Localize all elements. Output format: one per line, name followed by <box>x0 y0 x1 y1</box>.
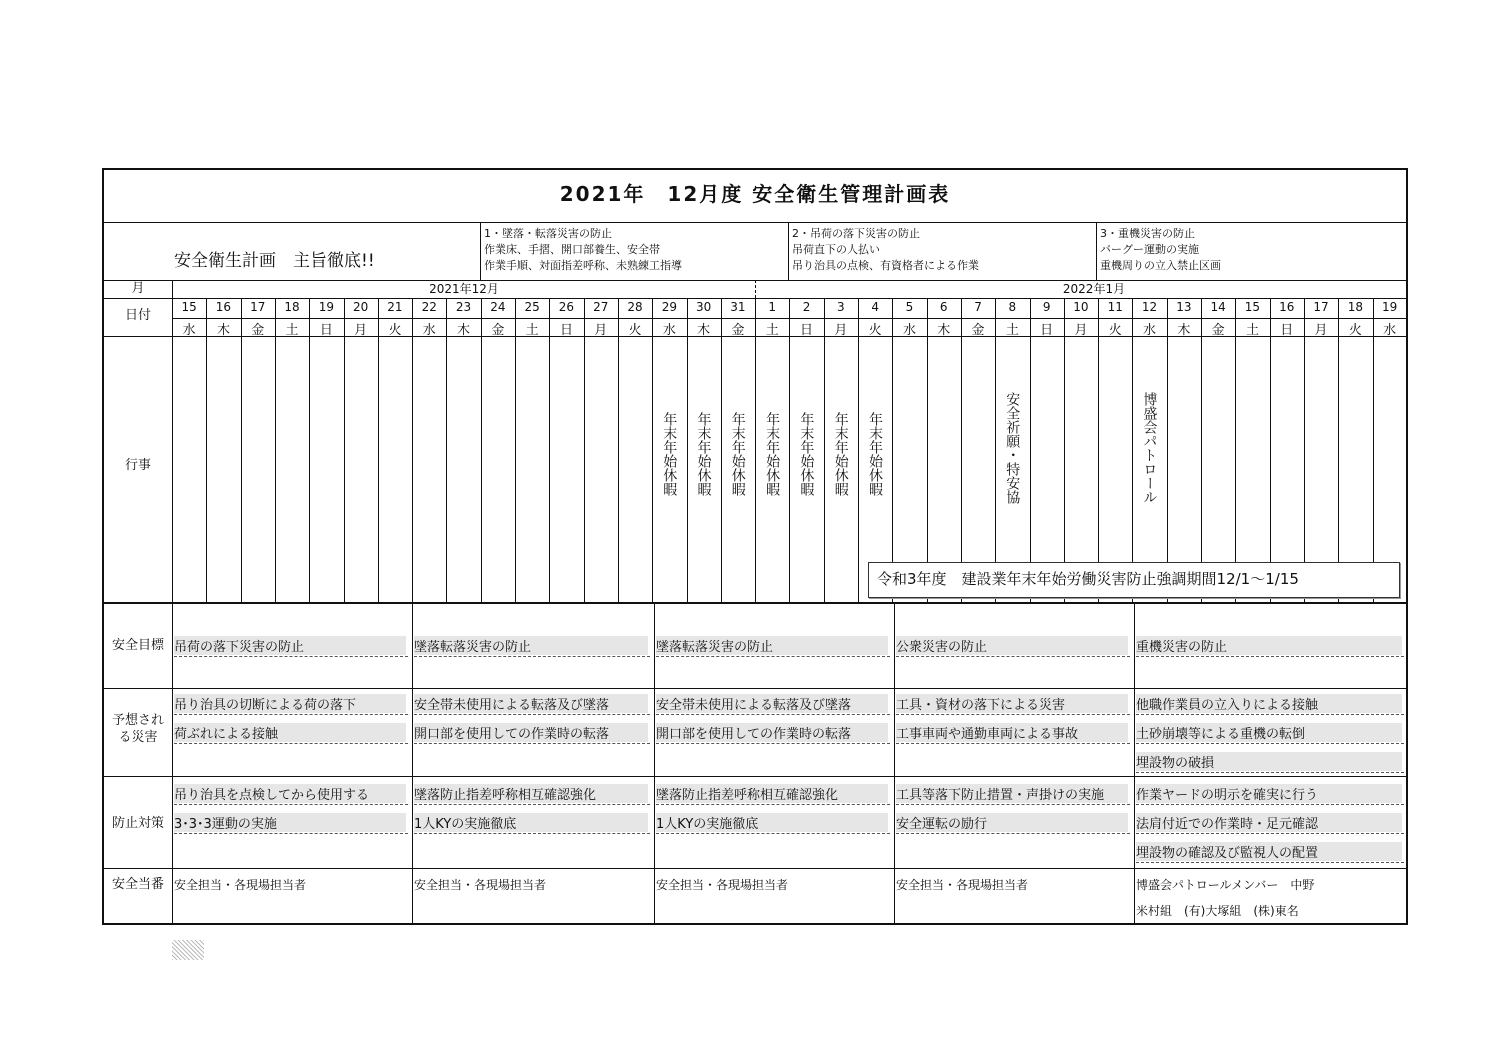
safety-target: 墜落転落災害の防止 <box>656 636 888 655</box>
person-in-charge: 安全担当・各現場担当者 <box>174 878 307 892</box>
dashed-underline <box>174 833 408 834</box>
column-divider <box>481 298 482 602</box>
dashed-underline <box>1136 772 1404 773</box>
goal-line: 吊荷直下の人払い <box>792 243 880 256</box>
divider <box>1096 222 1097 280</box>
weekday: 月 <box>354 323 368 338</box>
hazard-item: 吊り治具の切断による荷の落下 <box>174 694 406 713</box>
safety-target: 吊荷の落下災害の防止 <box>174 636 406 655</box>
goal-line: 吊り治具の点検、有資格者による作業 <box>792 259 979 272</box>
weekday: 土 <box>765 323 779 338</box>
divider <box>104 688 1408 689</box>
column-divider <box>1064 298 1065 602</box>
event-label: 年末年始休暇 <box>729 412 746 496</box>
row-label-target: 安全目標 <box>111 638 164 653</box>
divider <box>172 280 173 925</box>
day-number: 8 <box>1008 300 1017 314</box>
weekday: 土 <box>285 323 299 338</box>
column-divider <box>1030 298 1031 602</box>
weekday: 日 <box>319 323 333 338</box>
hazard-item: 土砂崩壊等による重機の転倒 <box>1136 723 1402 742</box>
weekday: 金 <box>731 323 745 338</box>
column-divider <box>789 298 790 602</box>
column-divider <box>927 298 928 602</box>
column-divider <box>446 298 447 602</box>
day-number: 27 <box>593 300 609 314</box>
column-divider <box>549 298 550 602</box>
measure-item: 工具等落下防止措置・声掛けの実施 <box>896 784 1128 803</box>
column-divider <box>378 298 379 602</box>
day-number: 31 <box>730 300 746 314</box>
column-divider <box>584 298 585 602</box>
hazard-item: 工具・資材の落下による災害 <box>896 694 1128 713</box>
day-number: 24 <box>490 300 506 314</box>
day-number: 1 <box>768 300 777 314</box>
column-divider <box>1270 298 1271 602</box>
notice-box: 令和3年度 建設業年末年始労働災害防止強調期間12/1～1/15 <box>868 562 1400 598</box>
weekday: 火 <box>628 323 642 338</box>
weekday: 日 <box>559 323 573 338</box>
divider <box>104 222 1408 223</box>
column-divider <box>1201 298 1202 602</box>
measure-item: 作業ヤードの明示を確実に行う <box>1136 784 1402 803</box>
measure-item: 安全運転の励行 <box>896 813 1128 832</box>
column-divider <box>275 298 276 602</box>
column-divider <box>344 298 345 602</box>
column-divider <box>1132 298 1133 602</box>
hazard-item: 安全帯未使用による転落及び墜落 <box>656 694 888 713</box>
column-divider <box>995 298 996 602</box>
weekday: 日 <box>1040 323 1054 338</box>
dashed-underline <box>174 714 408 715</box>
hazard-item: 開口部を使用しての作業時の転落 <box>656 723 888 742</box>
weekday: 金 <box>1211 323 1225 338</box>
row-label-date: 日付 <box>124 308 151 323</box>
dashed-underline <box>1136 804 1404 805</box>
person-in-charge: 安全担当・各現場担当者 <box>656 878 789 892</box>
day-number: 15 <box>181 300 197 314</box>
column-divider <box>687 298 688 602</box>
column-divider <box>309 298 310 602</box>
weekday: 木 <box>216 323 230 338</box>
weekday: 木 <box>937 323 951 338</box>
day-number: 18 <box>284 300 300 314</box>
day-number: 9 <box>1042 300 1051 314</box>
person-in-charge: 博盛会パトロールメンバー 中野 <box>1136 878 1315 892</box>
weekday: 水 <box>422 323 436 338</box>
measure-item: 1人KYの実施徹底 <box>414 813 648 832</box>
measure-item: 3･3･3運動の実施 <box>174 813 406 832</box>
day-number: 29 <box>661 300 677 314</box>
safety-target: 墜落転落災害の防止 <box>414 636 648 655</box>
hazard-item: 埋設物の破損 <box>1136 752 1402 771</box>
dashed-underline <box>1136 743 1404 744</box>
event-label: 年末年始休暇 <box>867 412 883 496</box>
event-label: 博盛会パトロール <box>1141 392 1158 504</box>
goal-3 <box>1100 226 1221 274</box>
event-label: 安全祈願・特安協 <box>1004 392 1021 504</box>
day-number: 5 <box>905 300 914 314</box>
column-divider <box>1304 298 1305 602</box>
person-in-charge: 安全担当・各現場担当者 <box>896 878 1029 892</box>
weekday: 土 <box>1005 323 1019 338</box>
column-divider <box>755 298 756 602</box>
day-number: 2 <box>802 300 811 314</box>
column-divider <box>961 298 962 602</box>
weekday: 木 <box>457 323 471 338</box>
weekday: 火 <box>868 323 882 338</box>
dashed-underline <box>414 804 650 805</box>
dashed-underline <box>656 714 890 715</box>
hazard-item: 荷ぶれによる接触 <box>174 723 406 742</box>
day-number: 10 <box>1073 300 1089 314</box>
weekday: 月 <box>1074 323 1088 338</box>
weekday: 水 <box>182 323 196 338</box>
hazard-item: 他職作業員の立入りによる接触 <box>1136 694 1402 713</box>
weekday: 月 <box>594 323 608 338</box>
weekday: 木 <box>1177 323 1191 338</box>
hazard-item: 開口部を使用しての作業時の転落 <box>414 723 648 742</box>
weekday: 月 <box>834 323 848 338</box>
column-divider <box>1098 298 1099 602</box>
divider <box>104 602 1408 604</box>
day-number: 22 <box>421 300 437 314</box>
column-divider <box>1167 298 1168 602</box>
column-divider <box>412 298 413 602</box>
day-number: 3 <box>837 300 845 314</box>
column-divider <box>892 298 893 602</box>
weekday: 金 <box>251 323 265 338</box>
weekday: 木 <box>697 323 711 338</box>
event-label: 年末年始休暇 <box>764 412 781 496</box>
dashed-underline <box>896 714 1130 715</box>
column-divider <box>515 298 516 602</box>
week-divider <box>654 602 655 925</box>
safety-target: 公衆災害の防止 <box>896 636 1128 655</box>
weekday: 火 <box>388 323 402 338</box>
column-divider <box>1338 298 1339 602</box>
day-number: 30 <box>696 300 712 314</box>
day-number: 28 <box>627 300 643 314</box>
dashed-underline <box>896 743 1130 744</box>
weekday: 土 <box>1245 323 1259 338</box>
weekday: 火 <box>1108 323 1122 338</box>
day-number: 19 <box>318 300 334 314</box>
goal-head: 1・墜落・転落災害の防止 <box>484 227 612 240</box>
stray-mark <box>172 940 204 960</box>
measure-item: 1人KYの実施徹底 <box>656 813 888 832</box>
day-number: 4 <box>871 300 879 314</box>
measure-item: 埋設物の確認及び監視人の配置 <box>1136 842 1402 861</box>
day-number: 6 <box>939 300 948 314</box>
measure-item: 吊り治具を点検してから使用する <box>174 784 406 803</box>
weekday: 金 <box>971 323 985 338</box>
goal-head: 2・吊荷の落下災害の防止 <box>792 227 920 240</box>
month-label-1: 2021年12月 <box>429 282 499 296</box>
row-label-person: 安全当番 <box>111 877 164 892</box>
weekday: 火 <box>1348 323 1362 338</box>
safety-plan-sheet <box>102 168 1408 925</box>
dashed-underline <box>896 804 1130 805</box>
row-label-hazard: 予想される災害 <box>111 713 164 745</box>
dashed-underline <box>174 804 408 805</box>
column-divider <box>858 298 859 602</box>
week-divider <box>412 602 413 925</box>
weekday: 金 <box>491 323 505 338</box>
day-number: 17 <box>1313 300 1329 314</box>
hazard-item: 工事車両や通勤車両による事故 <box>896 723 1128 742</box>
week-divider <box>894 602 895 925</box>
day-number: 23 <box>455 300 472 314</box>
weekday: 水 <box>1383 323 1397 338</box>
goal-1 <box>484 226 682 274</box>
divider <box>788 222 789 280</box>
column-divider <box>241 298 242 602</box>
day-number: 7 <box>974 300 982 314</box>
motto: 安全衛生計画 主旨徹底!! <box>174 251 375 271</box>
event-label: 年末年始休暇 <box>661 412 678 496</box>
weekday: 月 <box>1314 323 1328 338</box>
dashed-underline <box>656 804 890 805</box>
row-label-month: 月 <box>131 281 145 296</box>
weekday: 日 <box>1280 323 1294 338</box>
event-label: 年末年始休暇 <box>798 412 815 496</box>
goal-line: バーグー運動の実施 <box>1100 243 1199 256</box>
dashed-underline <box>1136 862 1404 863</box>
weekday: 土 <box>525 323 539 338</box>
row-label-measures: 防止対策 <box>111 816 164 831</box>
dashed-underline <box>896 833 1130 834</box>
day-number: 26 <box>558 300 575 314</box>
day-number: 16 <box>215 300 232 314</box>
column-divider <box>721 298 722 602</box>
weekday: 水 <box>662 323 676 338</box>
column-divider <box>1235 298 1236 602</box>
dashed-underline <box>656 833 890 834</box>
day-number: 16 <box>1279 300 1295 314</box>
dashed-underline <box>414 743 650 744</box>
column-divider <box>824 298 825 602</box>
dashed-underline <box>174 743 408 744</box>
goal-line: 作業床、手摺、開口部養生、安全帯 <box>484 243 660 256</box>
dashed-underline <box>174 656 408 657</box>
divider <box>104 776 1408 777</box>
measure-item: 墜落防止指差呼称相互確認強化 <box>656 784 888 803</box>
measure-item: 法肩付近での作業時・足元確認 <box>1136 813 1402 832</box>
goal-line: 重機周りの立入禁止区画 <box>1100 259 1221 272</box>
safety-target: 重機災害の防止 <box>1136 636 1402 655</box>
day-number: 11 <box>1107 300 1123 314</box>
weekday: 日 <box>800 323 814 338</box>
divider <box>104 868 1408 869</box>
divider <box>480 222 481 280</box>
week-divider <box>1134 602 1135 925</box>
month-divider <box>755 280 756 298</box>
event-label: 年末年始休暇 <box>832 412 849 496</box>
column-divider <box>618 298 619 602</box>
page-title: 2021年 12月度 安全衛生管理計画表 <box>559 182 951 206</box>
goal-2 <box>792 226 979 274</box>
day-number: 18 <box>1347 300 1363 314</box>
weekday: 水 <box>1143 323 1157 338</box>
person-in-charge: 米村組 (有)大塚組 (株)東名 <box>1136 904 1299 918</box>
dashed-underline <box>414 714 650 715</box>
day-number: 20 <box>353 300 369 314</box>
day-number: 19 <box>1382 300 1398 314</box>
day-number: 21 <box>387 300 403 314</box>
day-number: 17 <box>250 300 266 314</box>
goal-line: 作業手順、対面指差呼称、未熟練工指導 <box>484 259 682 272</box>
event-label: 年末年始休暇 <box>695 412 712 496</box>
dashed-underline <box>656 656 890 657</box>
person-in-charge: 安全担当・各現場担当者 <box>414 878 547 892</box>
column-divider <box>652 298 653 602</box>
row-label-events: 行事 <box>124 458 151 473</box>
day-number: 12 <box>1141 300 1158 314</box>
weekday: 水 <box>902 323 916 338</box>
column-divider <box>206 298 207 602</box>
column-divider <box>1373 298 1374 602</box>
goal-head: 3・重機災害の防止 <box>1100 227 1195 240</box>
day-number: 15 <box>1244 300 1261 314</box>
day-number: 14 <box>1210 300 1226 314</box>
dashed-underline <box>656 743 890 744</box>
month-label-2: 2022年1月 <box>1062 282 1126 296</box>
dashed-underline <box>1136 714 1404 715</box>
measure-item: 墜落防止指差呼称相互確認強化 <box>414 784 648 803</box>
dashed-underline <box>414 656 650 657</box>
day-number: 13 <box>1176 300 1192 314</box>
hazard-item: 安全帯未使用による転落及び墜落 <box>414 694 648 713</box>
dashed-underline <box>1136 656 1404 657</box>
dashed-underline <box>896 656 1130 657</box>
dashed-underline <box>414 833 650 834</box>
dashed-underline <box>1136 833 1404 834</box>
day-number: 25 <box>524 300 540 314</box>
